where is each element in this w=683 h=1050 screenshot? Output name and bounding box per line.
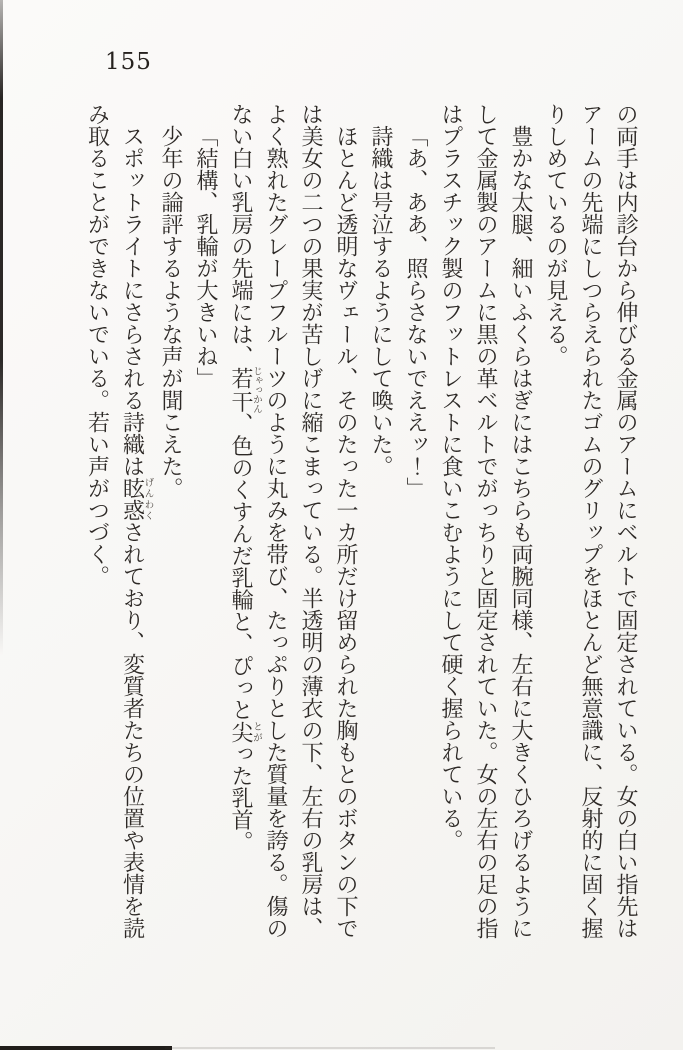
ruby-base: 若干 xyxy=(228,366,253,414)
paragraph-spotlight xyxy=(80,103,154,949)
text-run: ほとんど透明なヴェール、そのたった一カ所だけ留められた胸もとのボタンの下では美女の二つの果実が苦しげに縮こまっている。半透明の薄衣の下、左右の乳房は、よく熟れたグレープフルーツのように丸みを帯び、たっぷりとした質量を誇る。傷のない白い乳房の先端には、 xyxy=(228,103,358,939)
page-number: 155 xyxy=(105,49,152,75)
ruby-base: 眩惑 xyxy=(119,477,145,521)
paragraph-boy-voice: 少年の論評するような声が聞こえた。 xyxy=(158,125,183,499)
ruby-text: とが xyxy=(251,720,262,743)
text-run: されており、変質者たちの位置や表情を読み取ることができないでいる。若い声がつづく。 xyxy=(84,103,145,939)
ruby-base: 尖 xyxy=(228,720,253,743)
scan-artifact-bottom-edge-faint xyxy=(165,1047,495,1049)
paragraph-arms-fixed: の両手は内診台から伸びる金属のアームにベルトで固定されている。女の白い指先はアームの先端にしつらえられたゴムのグリップをほとんど無意識に、反射的に固く握りしめているのが見える。 xyxy=(543,103,638,939)
text-run: った乳首。 xyxy=(228,742,253,853)
paragraph-shiori-wail: 詩織は号泣するようにして喚いた。 xyxy=(368,125,393,477)
text-run: 、色のくすんだ乳輪と、ぴっと xyxy=(228,412,253,721)
body-text xyxy=(80,103,644,949)
scan-artifact-bottom-edge xyxy=(0,1046,172,1050)
ruby-text: げんわく xyxy=(142,477,154,521)
furigana-genwaku xyxy=(119,477,154,521)
paragraph-legs-fixed: 豊かな太腿、細いふくらはぎにはこちらも両腕同様、左右に大きくひろげるようにして金属製のアームに黒の革ベルトでがっちりと固定されていた。女の左右の足の指はプラスチック製のフットレストに食いこむようにして硬く握られている。 xyxy=(438,103,533,939)
paragraph-veil-description xyxy=(223,103,363,949)
furigana-jakkan xyxy=(228,366,262,414)
scan-artifact-left-edge xyxy=(0,0,3,655)
paragraph-dialogue-cry: 「あ、ああ、照らさないでええッ！」 xyxy=(403,125,428,499)
paragraph-dialogue-comment: 「結構、乳輪が大きいね」 xyxy=(193,125,218,389)
furigana-toga xyxy=(228,720,262,743)
text-run: スポットライトにさらされる詩織は xyxy=(119,125,145,477)
ruby-text: じゃっかん xyxy=(251,366,262,414)
